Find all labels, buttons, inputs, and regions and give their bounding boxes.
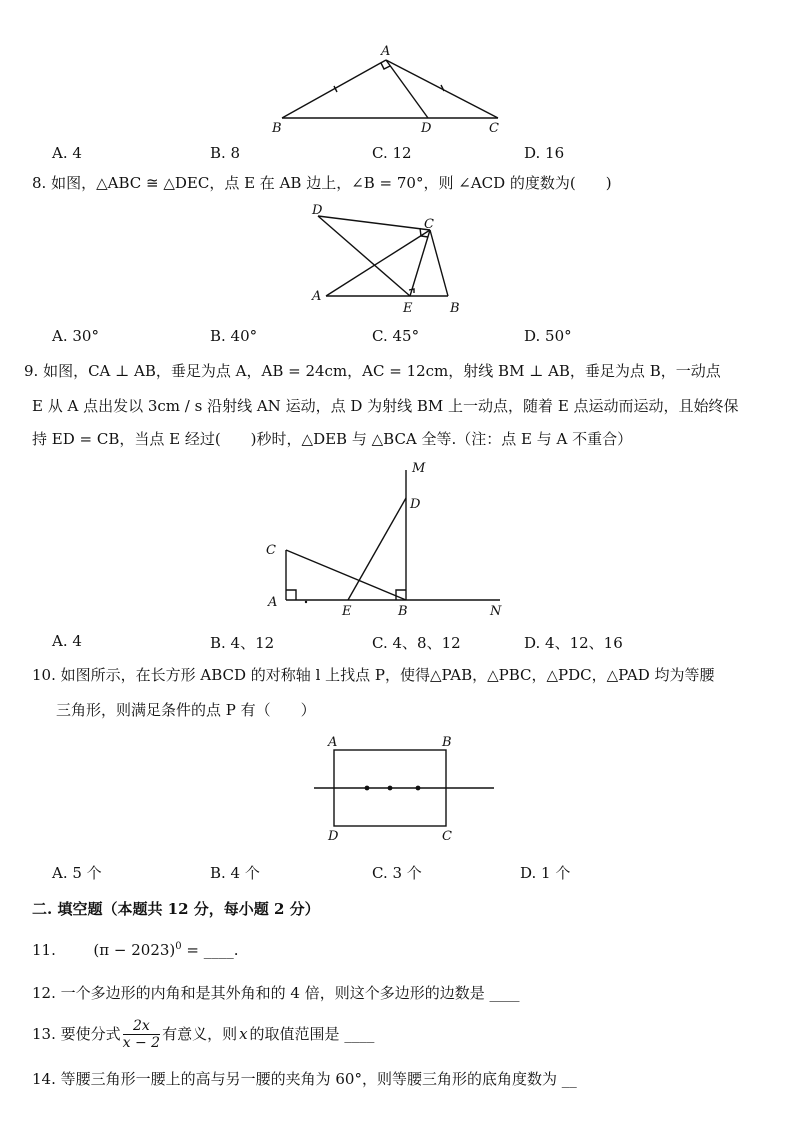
q8-label-b: B: [450, 301, 460, 316]
q13-fraction: [123, 1018, 160, 1051]
q11-answer-blank: = ____.: [181, 941, 239, 959]
q9-label-d: D: [410, 497, 421, 512]
q13-variable: x: [239, 1025, 248, 1043]
q8-stem: 8. 如图，△ABC ≅ △DEC，点 E 在 AB 边上，∠B = 70°，则 ∠ACD 的度数为( ): [32, 174, 612, 192]
q9-stem-line2: E 从 A 点出发以 3cm / s 沿射线 AN 运动，点 D 为射线 BM 上一动点，随着 E 点运动而运动，且始终保: [32, 397, 739, 415]
q9-option-c: C. 4、8、12: [372, 634, 461, 652]
q10-label-a: A: [328, 735, 338, 750]
q10-label-d: D: [328, 829, 339, 844]
q10-option-a: A. 5 个: [52, 864, 102, 882]
q13-prefix: 13. 要使分式: [32, 1025, 121, 1043]
q7-label-d: D: [421, 121, 432, 136]
q11-number: 11.: [32, 941, 56, 959]
q9-option-a: A. 4: [52, 632, 82, 650]
q10-option-d: D. 1 个: [520, 864, 571, 882]
q10-label-c: C: [442, 829, 452, 844]
q12-stem: 12. 一个多边形的内角和是其外角和的 4 倍，则这个多边形的边数是 ____: [32, 984, 520, 1002]
q7-label-b: B: [272, 121, 282, 136]
q11-expression: (π − 2023): [93, 941, 176, 959]
q13-suffix: 的取值范围是 ____: [249, 1025, 375, 1043]
q7-option-b: B. 8: [210, 144, 241, 162]
q8-label-d: D: [312, 203, 323, 218]
q10-stem-line1: 10. 如图所示，在长方形 ABCD 的对称轴 l 上找点 P，使得△PAB，△PBC，△PDC，△PAD 均为等腰: [32, 666, 715, 684]
q9-option-d: D. 4、12、16: [524, 634, 623, 652]
q13-mid: 有意义，则: [162, 1025, 238, 1043]
q8-option-c: C. 45°: [372, 327, 420, 345]
q13-numerator: 2x: [123, 1018, 160, 1035]
q10-label-b: B: [442, 735, 452, 750]
q9-option-b: B. 4、12: [210, 634, 275, 652]
q7-option-d: D. 16: [524, 144, 565, 162]
q9-label-b: B: [398, 604, 408, 619]
q7-option-c: C. 12: [372, 144, 412, 162]
q9-label-a: A: [268, 595, 278, 610]
q8-label-a: A: [312, 289, 322, 304]
q9-stem-line3: 持 ED = CB，当点 E 经过( )秒时，△DEB 与 △BCA 全等.（注：点 E 与 A 不重合）: [32, 430, 633, 448]
q11: [32, 942, 239, 958]
q7-label-a: A: [381, 44, 391, 59]
q10-option-b: B. 4 个: [210, 864, 260, 882]
section-2-title: 二. 填空题（本题共 12 分，每小题 2 分）: [32, 900, 320, 918]
q8-option-a: A. 30°: [52, 327, 99, 345]
q9-label-c: C: [266, 543, 276, 558]
q10-stem-line2: 三角形，则满足条件的点 P 有（ ）: [56, 701, 316, 719]
q11-exponent: 0: [175, 941, 182, 952]
q10-option-c: C. 3 个: [372, 864, 422, 882]
q9-label-n: N: [490, 604, 502, 619]
q9-label-e: E: [342, 604, 352, 619]
q7-option-a: A. 4: [52, 144, 82, 162]
q8-label-c: C: [424, 217, 434, 232]
q8-option-b: B. 40°: [210, 327, 258, 345]
q8-option-d: D. 50°: [524, 327, 572, 345]
q7-label-c: C: [489, 121, 499, 136]
q9-stem-line1: 9. 如图，CA ⊥ AB，垂足为点 A，AB = 24cm，AC = 12cm，射线 BM ⊥ AB，垂足为点 B，一动点: [24, 362, 721, 380]
q13: [32, 1018, 374, 1051]
q13-denominator: x − 2: [122, 1035, 161, 1051]
q14-stem: 14. 等腰三角形一腰上的高与另一腰的夹角为 60°，则等腰三角形的底角度数为 __: [32, 1070, 577, 1088]
q9-label-m: M: [412, 461, 426, 476]
q8-label-e: E: [403, 301, 413, 316]
